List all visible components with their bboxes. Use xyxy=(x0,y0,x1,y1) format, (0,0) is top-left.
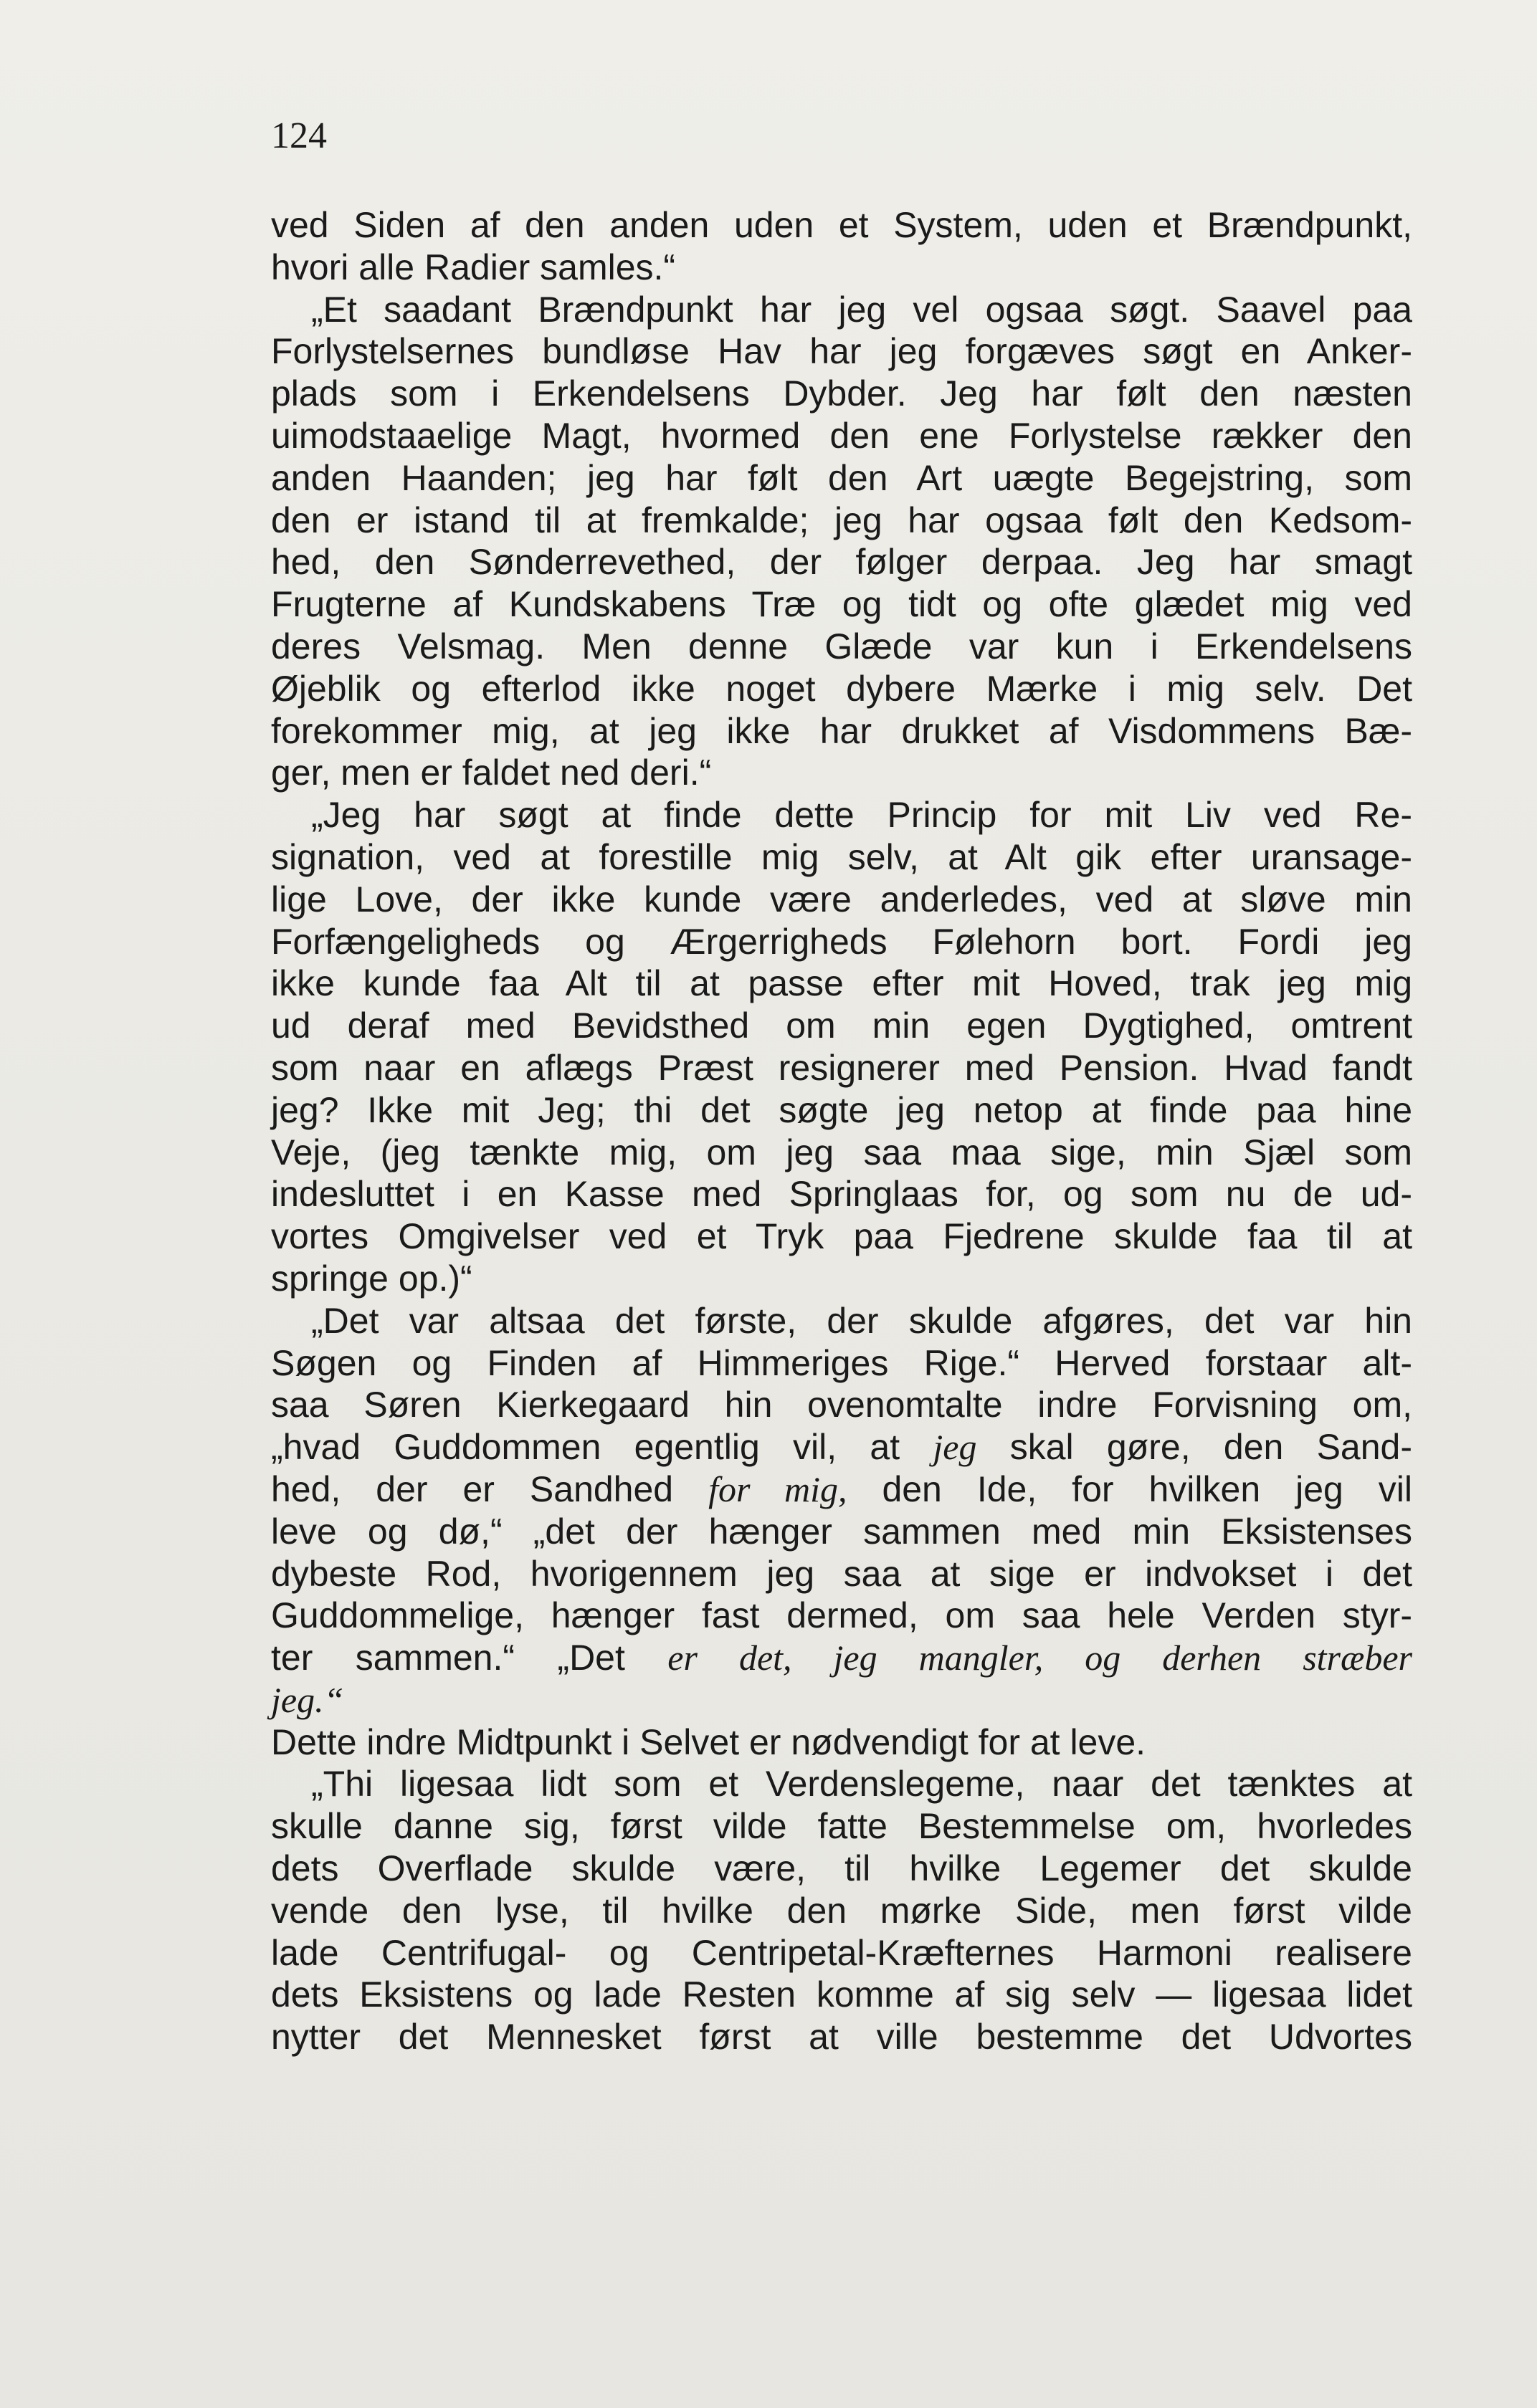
text-line: ud deraf med Bevidsthed om min egen Dygtighed, omtrent xyxy=(271,1005,1412,1046)
text-line: dybeste Rod, hvorigennem jeg saa at sige er indvokset i det xyxy=(271,1553,1412,1594)
text-line: indesluttet i en Kasse med Springlaas for, og som nu de ud- xyxy=(271,1174,1412,1215)
text-line: vortes Omgivelser ved et Tryk paa Fjedrene skulde faa til at xyxy=(271,1216,1412,1257)
text-line: deres Velsmag. Men denne Glæde var kun i Erkendelsens xyxy=(271,626,1412,666)
text-line: jeg? Ikke mit Jeg; thi det søgte jeg netop at finde paa hine xyxy=(271,1089,1412,1130)
text-segment: ter sammen.“ „Det xyxy=(271,1638,668,1678)
text-line: Guddommelige, hænger fast dermed, om saa hele Verden styr- xyxy=(271,1595,1412,1636)
text-line: Søgen og Finden af Himmeriges Rige.“ Herved forstaar alt- xyxy=(271,1342,1412,1383)
text-line xyxy=(271,1426,1412,1468)
text-line: Forfængeligheds og Ærgerrigheds Følehorn bort. Fordi jeg xyxy=(271,921,1412,962)
text-line: dets Eksistens og lade Resten komme af sig selv — ligesaa lidet xyxy=(271,1974,1412,2015)
text-line: anden Haanden; jeg har følt den Art uægte Begejstring, som xyxy=(271,457,1412,498)
italic-text: jeg xyxy=(933,1427,977,1468)
text-line: Forlystelsernes bundløse Hav har jeg forgæves søgt en Anker- xyxy=(271,331,1412,372)
text-line: saa Søren Kierkegaard hin ovenomtalte indre Forvisning om, xyxy=(271,1385,1412,1425)
text-line xyxy=(271,1679,1412,1721)
text-line: vende den lyse, til hvilke den mørke Side, men først vilde xyxy=(271,1890,1412,1931)
text-line: hed, den Sønderrevethed, der følger derpaa. Jeg har smagt xyxy=(271,542,1412,583)
text-line: „Et saadant Brændpunkt har jeg vel ogsaa søgt. Saavel paa xyxy=(311,289,1412,330)
text-line: Veje, (jeg tænkte mig, om jeg saa maa sige, min Sjæl som xyxy=(271,1132,1412,1172)
text-line: „Jeg har søgt at finde dette Princip for mit Liv ved Re- xyxy=(311,795,1412,836)
text-line: ved Siden af den anden uden et System, uden et Brændpunkt, xyxy=(271,205,1412,245)
text-line: uimodstaaelige Magt, hvormed den ene Forlystelse rækker den xyxy=(271,415,1412,456)
text-line: den er istand til at fremkalde; jeg har ogsaa følt den Kedsom- xyxy=(271,500,1412,540)
text-segment: den Ide, for hvilken jeg vil xyxy=(847,1468,1412,1509)
text-line: ger, men er faldet ned deri.“ xyxy=(271,752,712,793)
text-line xyxy=(271,1637,1412,1679)
text-line: plads som i Erkendelsens Dybder. Jeg har følt den næsten xyxy=(271,373,1412,414)
text-line: dets Overflade skulde være, til hvilke Legemer det skulde xyxy=(271,1848,1412,1889)
text-line: lige Love, der ikke kunde være anderledes, ved at sløve min xyxy=(271,879,1412,919)
text-line: forekommer mig, at jeg ikke har drukket af Visdommens Bæ- xyxy=(271,710,1412,751)
italic-text: for mig, xyxy=(708,1468,847,1509)
text-line: ikke kunde faa Alt til at passe efter mit Hoved, trak jeg mig xyxy=(271,963,1412,1004)
text-line xyxy=(271,1468,1412,1511)
text-line: Dette indre Midtpunkt i Selvet er nødvendigt for at leve. xyxy=(271,1721,1146,1762)
italic-text: jeg.“ xyxy=(271,1679,344,1720)
text-line: „Thi ligesaa lidt som et Verdenslegeme, naar det tænktes at xyxy=(311,1764,1412,1805)
text-line: som naar en aflægs Præst resignerer med Pension. Hvad fandt xyxy=(271,1047,1412,1088)
body-text xyxy=(271,204,1412,2058)
text-segment: „hvad Guddommen egentlig vil, at xyxy=(271,1427,933,1468)
text-line: leve og dø,“ „det der hænger sammen med min Eksistenses xyxy=(271,1511,1412,1552)
italic-text: er det, jeg mangler, og derhen stræber xyxy=(667,1638,1412,1678)
text-line: Frugterne af Kundskabens Træ og tidt og ofte glædet mig ved xyxy=(271,584,1412,625)
text-line: „Det var altsaa det første, der skulde afgøres, det var hin xyxy=(311,1300,1412,1341)
page-number: 124 xyxy=(271,115,327,156)
text-line: nytter det Mennesket først at ville bestemme det Udvortes xyxy=(271,2017,1412,2058)
text-line: hvori alle Radier samles.“ xyxy=(271,247,676,287)
text-segment: skal gøre, den Sand- xyxy=(976,1427,1412,1468)
text-line: signation, ved at forestille mig selv, at Alt gik efter uransage- xyxy=(271,836,1412,877)
text-line: springe op.)“ xyxy=(271,1258,472,1299)
text-line: skulle danne sig, først vilde fatte Bestemmelse om, hvorledes xyxy=(271,1806,1412,1847)
text-line: Øjeblik og efterlod ikke noget dybere Mærke i mig selv. Det xyxy=(271,668,1412,709)
text-line: lade Centrifugal- og Centripetal-Kræfternes Harmoni realisere xyxy=(271,1932,1412,1973)
text-segment: hed, der er Sandhed xyxy=(271,1468,709,1509)
